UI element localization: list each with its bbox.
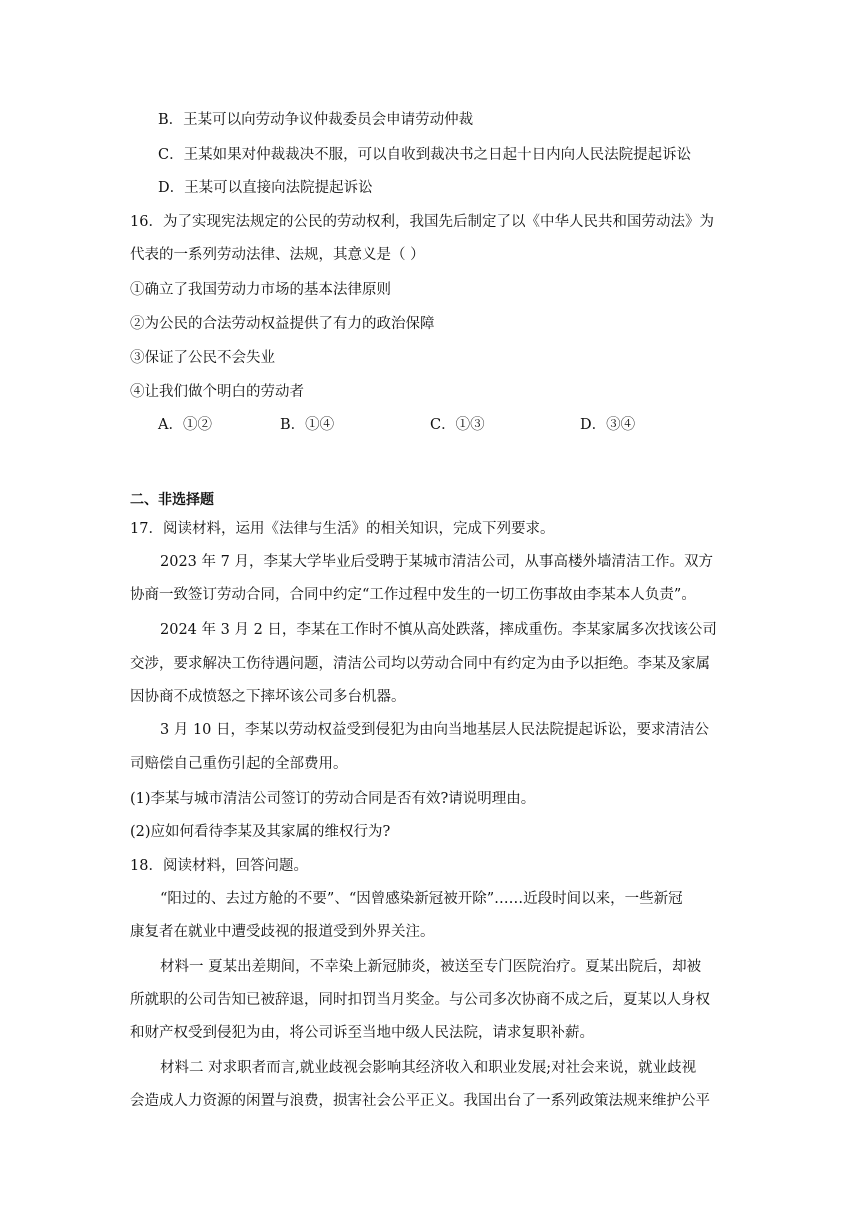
q18-material1-line1: 材料一 夏某出差期间，不幸染上新冠肺炎，被送至专门医院治疗。夏某出院后，却被 — [160, 959, 702, 975]
q17-sub-question-2: (2)应如何看待李某及其家属的维权行为? — [130, 824, 391, 840]
q18-material1-line2: 所就职的公司告知已被辞退，同时扣罚当月奖金。与公司多次协商不成之后，夏某以人身权 — [130, 992, 710, 1008]
q15-option-d: D．王某可以直接向法院提起诉讼 — [158, 180, 373, 196]
q16-item-2: ②为公民的合法劳动权益提供了有力的政治保障 — [130, 316, 435, 332]
q16-item-1: ①确立了我国劳动力市场的基本法律原则 — [130, 282, 391, 298]
q18-material2-line2: 会造成人力资源的闲置与浪费，损害社会公平正义。我国出台了一系列政策法规来维护公平 — [130, 1093, 710, 1109]
q15-option-c: C．王某如果对仲裁裁决不服，可以自收到裁决书之日起十日内向人民法院提起诉讼 — [158, 147, 692, 163]
q15-option-b: B．王某可以向劳动争议仲裁委员会申请劳动仲裁 — [158, 112, 474, 128]
q16-stem-line1: 16．为了实现宪法规定的公民的劳动权利，我国先后制定了以《中华人民共和国劳动法》为 — [130, 214, 714, 230]
q16-stem-line2: 代表的一系列劳动法律、法规，其意义是（ ） — [130, 247, 425, 263]
q16-choice-c: C．①③ — [430, 417, 485, 433]
q17-sub-question-1: (1)李某与城市清洁公司签订的劳动合同是否有效?请说明理由。 — [130, 791, 536, 807]
q18-material1-line3: 和财产权受到侵犯为由，将公司诉至当地中级人民法院，请求复职补薪。 — [130, 1025, 594, 1041]
q17-para2-line2: 交涉，要求解决工伤待遇问题，清洁公司均以劳动合同中有约定为由予以拒绝。李某及家属 — [130, 656, 710, 672]
q17-para3-line2: 司赔偿自己重伤引起的全部费用。 — [130, 756, 348, 772]
q17-para3-line1: 3 月 10 日，李某以劳动权益受到侵犯为由向当地基层人民法院提起诉讼，要求清洁公 — [160, 722, 710, 738]
q16-choice-d: D．③④ — [580, 417, 636, 433]
q18-material2-line1: 材料二 对求职者而言,就业歧视会影响其经济收入和职业发展;对社会来说，就业歧视 — [160, 1060, 697, 1076]
q17-para1-line2: 协商一致签订劳动合同，合同中约定“工作过程中发生的一切工伤事故由李某本人负责”。 — [130, 587, 696, 603]
q18-intro-line1: “阳过的、去过方舱的不要”、“因曾感染新冠被开除”……近段时间以来，一些新冠 — [160, 891, 683, 907]
q17-para2-line1: 2024 年 3 月 2 日，李某在工作时不慎从高处跌落，摔成重伤。李某家属多次找该公司 — [160, 622, 717, 638]
q16-item-4: ④让我们做个明白的劳动者 — [130, 384, 304, 400]
q18-stem: 18．阅读材料，回答问题。 — [130, 858, 308, 874]
q18-intro-line2: 康复者在就业中遭受歧视的报道受到外界关注。 — [130, 924, 435, 940]
q16-choice-b: B．①④ — [280, 417, 335, 433]
q16-item-3: ③保证了公民不会失业 — [130, 350, 275, 366]
q17-para2-line3: 因协商不成愤怒之下摔坏该公司多台机器。 — [130, 689, 406, 705]
section-title: 二、非选择题 — [130, 492, 214, 508]
q17-para1-line1: 2023 年 7 月，李某大学毕业后受聘于某城市清洁公司，从事高楼外墙清洁工作。双方 — [160, 554, 713, 570]
q17-stem: 17．阅读材料，运用《法律与生活》的相关知识，完成下列要求。 — [130, 521, 555, 537]
q16-choice-a: A．①② — [158, 417, 212, 433]
